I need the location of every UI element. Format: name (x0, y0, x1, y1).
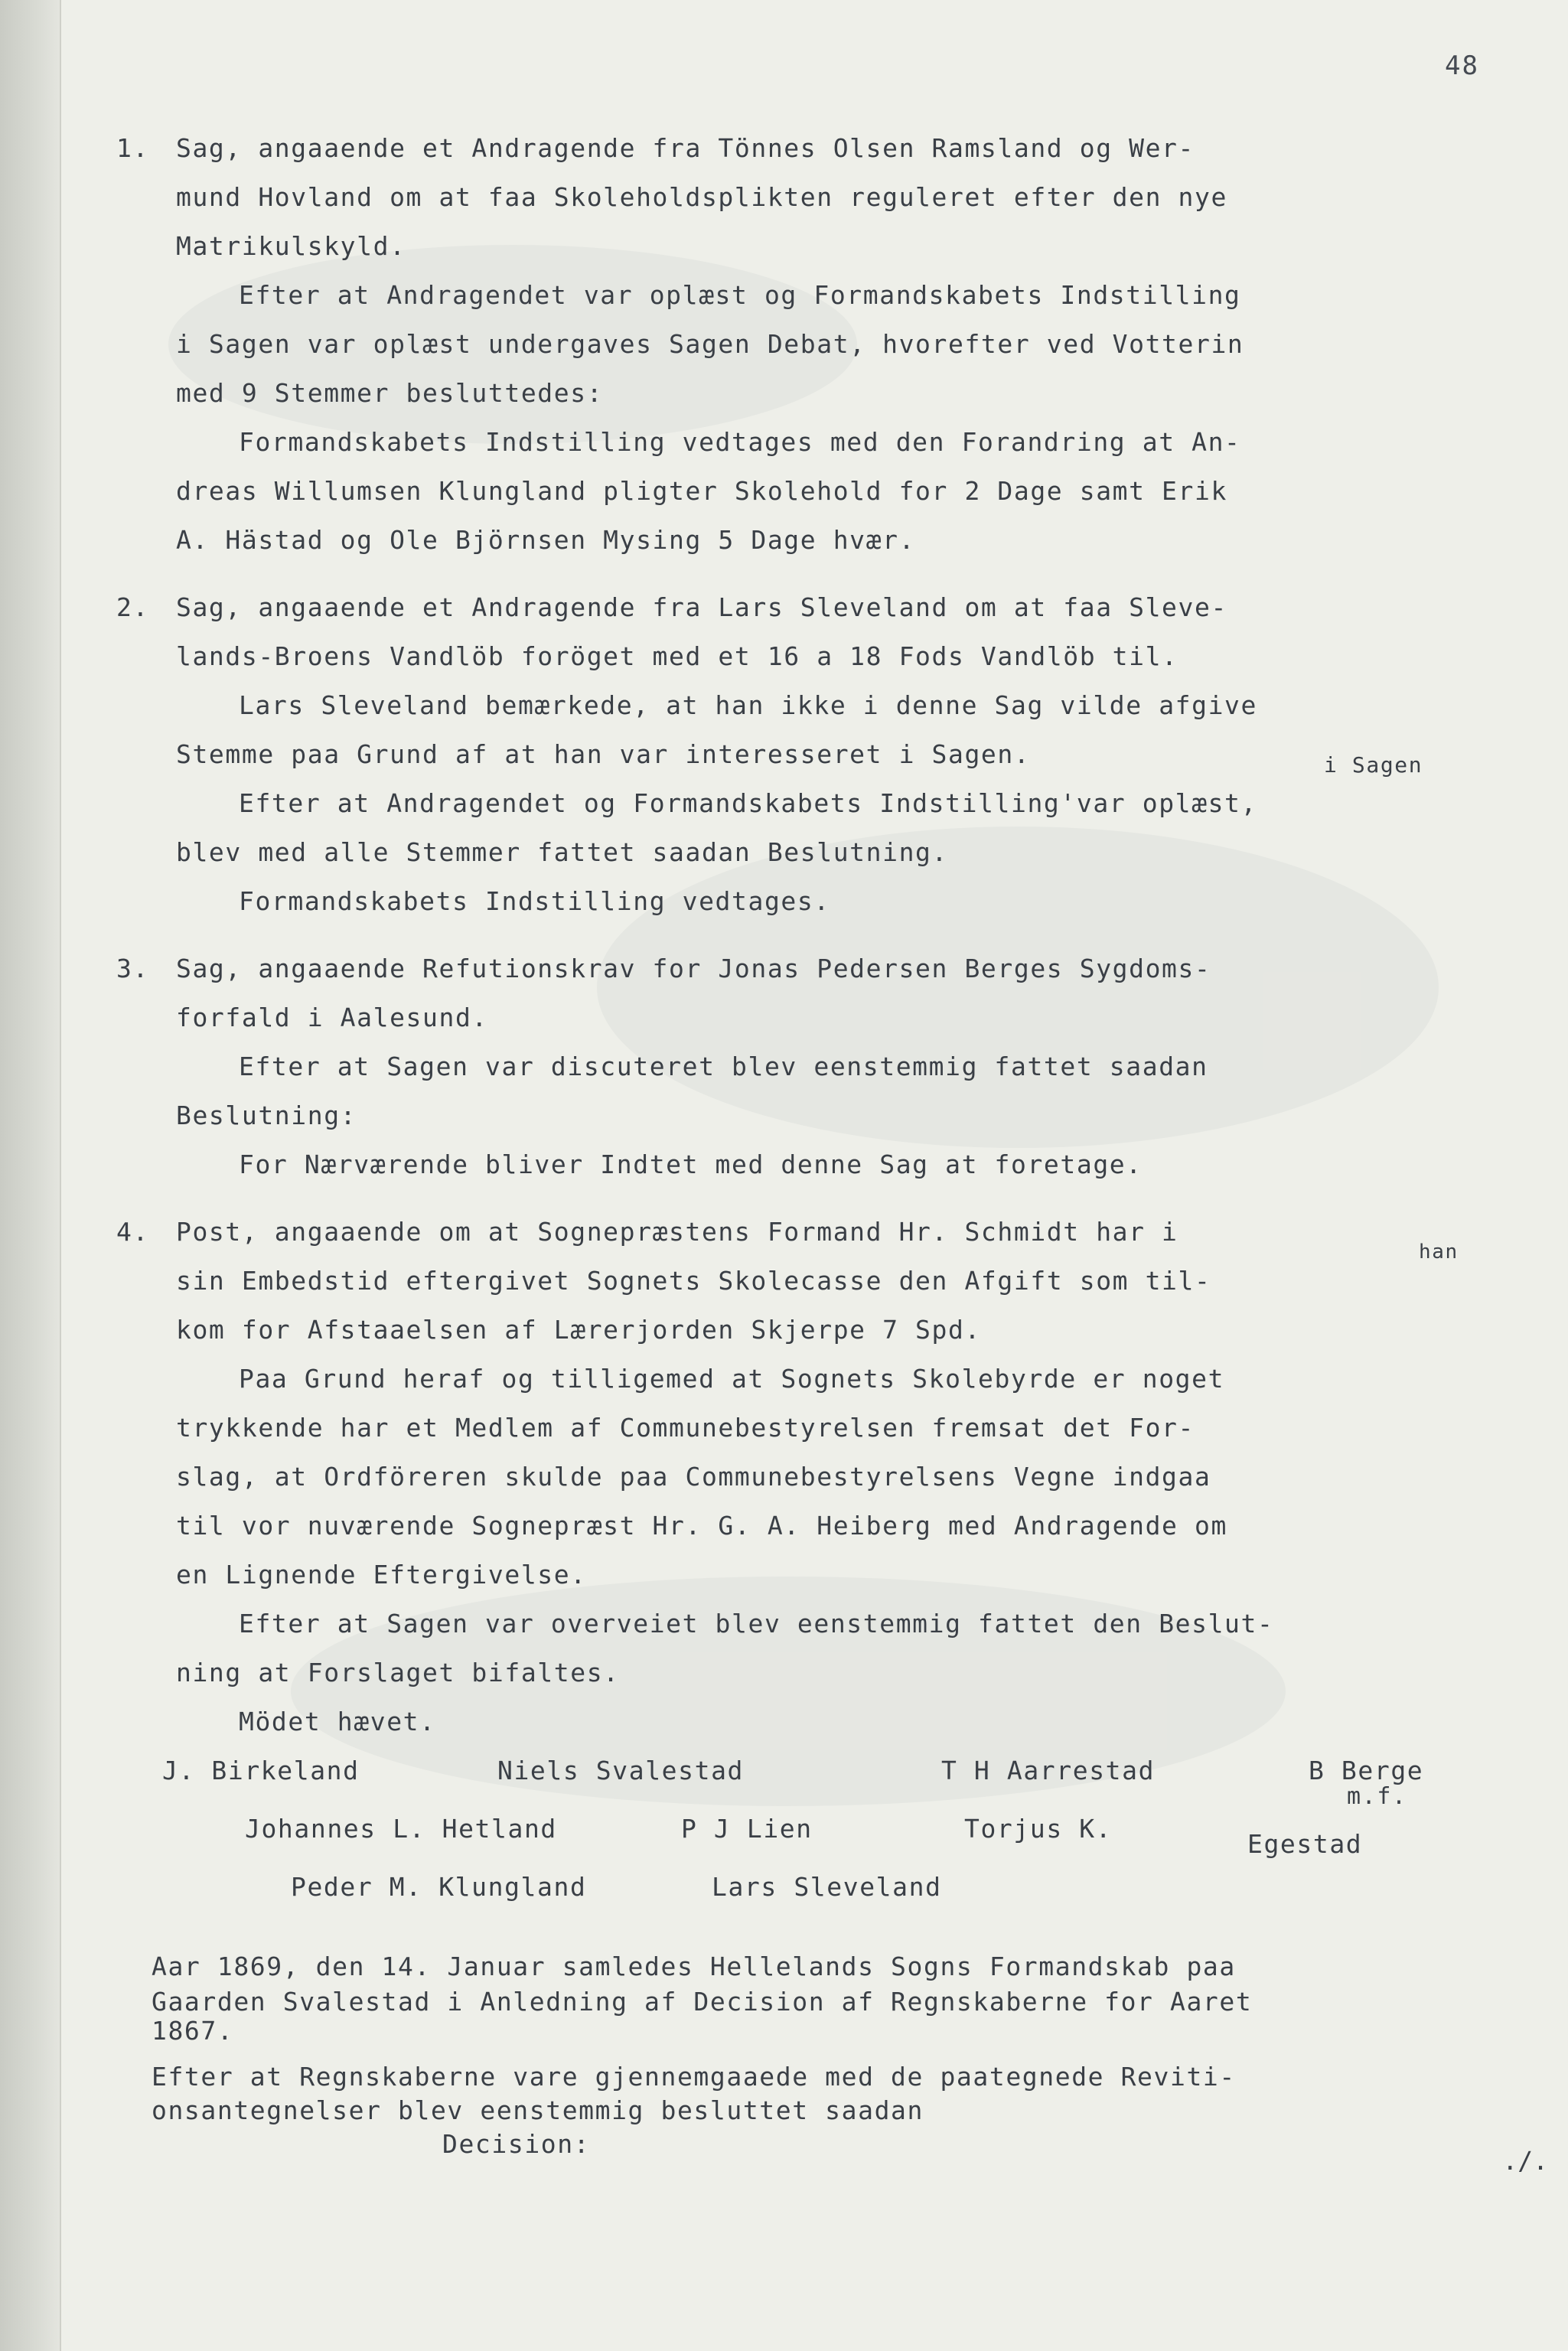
handwritten-insert: i Sagen (1324, 752, 1423, 778)
item-text-line: Efter at Andragendet og Formandskabets Indstilling'var oplæst, (239, 788, 1257, 818)
item-text-line: Lars Sleveland bemærkede, at han ikke i denne Sag vilde afgive (239, 690, 1257, 720)
item-number: 3. (116, 954, 149, 983)
signature-row-3 (176, 1863, 1568, 1912)
next-meeting-minutes (152, 1942, 1568, 2169)
minutes-body (116, 124, 1568, 1912)
signature: T H Aarrestad (941, 1756, 1156, 1785)
item-number: 4. (116, 1217, 149, 1247)
agenda-item-2 (116, 583, 1568, 926)
decision-heading: Decision: (442, 2129, 591, 2159)
item-text-line: Mödet hævet. (239, 1707, 436, 1736)
agenda-item-3 (116, 944, 1568, 1189)
page-number: 48 (1445, 51, 1479, 81)
continuation-mark: ./. (1502, 2146, 1548, 2176)
item-text-line: Sag, angaaende et Andragende fra Tönnes Olsen Ramsland og Wer- (176, 133, 1195, 163)
item-number: 1. (116, 133, 149, 163)
item-text-line: Matrikulskyld. (176, 231, 406, 261)
item-text-line: Efter at Sagen var overveiet blev eenstemmig fattet den Beslut- (239, 1609, 1274, 1639)
signature: Peder M. Klungland (291, 1872, 587, 1902)
item-text-line: dreas Willumsen Klungland pligter Skolehold for 2 Dage samt Erik (176, 476, 1227, 506)
item-text-line: til vor nuværende Sognepræst Hr. G. A. Heiberg med Andragende om (176, 1511, 1227, 1541)
item-text-line: Stemme paa Grund af at han var interesseret i Sagen. (176, 739, 1031, 769)
item-text-line: Paa Grund heraf og tilligemed at Sognets Skolebyrde er noget (239, 1364, 1225, 1394)
item-text-line: Formandskabets Indstilling vedtages. (239, 886, 830, 916)
meeting-text-line: Gaarden Svalestad i Anledning af Decision af Regnskaberne for Aaret (152, 1987, 1253, 2017)
item-text-line: Efter at Sagen var discuteret blev eenstemmig fattet saadan (239, 1052, 1208, 1081)
signature: Johannes L. Hetland (245, 1814, 557, 1844)
signature: Lars Sleveland (712, 1872, 942, 1902)
meeting-text-line: Aar 1869, den 14. Januar samledes Hellelands Sogns Formandskab paa (152, 1952, 1236, 1981)
item-text-line: Sag, angaaende et Andragende fra Lars Sleveland om at faa Sleve- (176, 592, 1227, 622)
handwritten-insert: han (1419, 1241, 1459, 1264)
signature: P J Lien (681, 1814, 813, 1844)
signature: B Berge (1309, 1756, 1424, 1785)
item-text-line: Post, angaaende om at Sognepræstens Formand Hr. Schmidt har i (176, 1217, 1178, 1247)
item-text-line: sin Embedstid eftergivet Sognets Skolecasse den Afgift som til- (176, 1266, 1211, 1296)
signature: Egestad (1247, 1829, 1363, 1859)
agenda-item-4 (116, 1208, 1568, 1746)
item-text-line: blev med alle Stemmer fattet saadan Beslutning. (176, 837, 948, 867)
signature-row-1 (162, 1746, 1568, 1810)
item-text-line: kom for Afstaaelsen af Lærerjorden Skjerpe 7 Spd. (176, 1315, 981, 1345)
item-text-line: Formandskabets Indstilling vedtages med den Forandring at An- (239, 427, 1241, 457)
item-number: 2. (116, 592, 149, 622)
signature: Torjus K. (964, 1814, 1113, 1844)
signature: Niels Svalestad (497, 1756, 745, 1785)
item-text-line: Efter at Andragendet var oplæst og Formandskabets Indstilling (239, 280, 1241, 310)
meeting-text-line: Efter at Regnskaberne vare gjennemgaaede med de paategnede Reviti- (152, 2062, 1236, 2092)
item-text-line: lands-Broens Vandlöb foröget med et 16 a 18 Fods Vandlöb til. (176, 641, 1178, 671)
item-text-line: en Lignende Eftergivelse. (176, 1560, 587, 1590)
item-text-line: i Sagen var oplæst undergaves Sagen Debat, hvorefter ved Votterin (176, 329, 1244, 359)
signature-row-2 (176, 1805, 1568, 1859)
book-binding-edge (0, 0, 61, 2351)
meeting-text-line: onsantegnelser blev eenstemmig besluttet saadan (152, 2095, 924, 2125)
item-text-line: A. Hästad og Ole Björnsen Mysing 5 Dage hvær. (176, 525, 916, 555)
item-text-line: ning at Forslaget bifaltes. (176, 1658, 620, 1687)
agenda-item-1 (116, 124, 1568, 565)
item-text-line: med 9 Stemmer besluttedes: (176, 378, 604, 408)
meeting-text-line: 1867. (152, 2016, 234, 2046)
item-text-line: trykkende har et Medlem af Communebestyrelsen fremsat det For- (176, 1413, 1195, 1443)
item-text-line: Sag, angaaende Refutionskrav for Jonas Pedersen Berges Sygdoms- (176, 954, 1211, 983)
item-text-line: forfald i Aalesund. (176, 1003, 488, 1032)
item-text-line: Beslutning: (176, 1101, 357, 1130)
document-page (61, 0, 1568, 2351)
item-text-line: mund Hovland om at faa Skoleholdsplikten reguleret efter den nye (176, 182, 1227, 212)
item-text-line: slag, at Ordföreren skulde paa Communebestyrelsens Vegne indgaa (176, 1462, 1211, 1492)
signature-note: m.f. (1347, 1783, 1407, 1810)
item-text-line: For Nærværende bliver Indtet med denne Sag at foretage. (239, 1149, 1143, 1179)
signature: J. Birkeland (162, 1756, 360, 1785)
